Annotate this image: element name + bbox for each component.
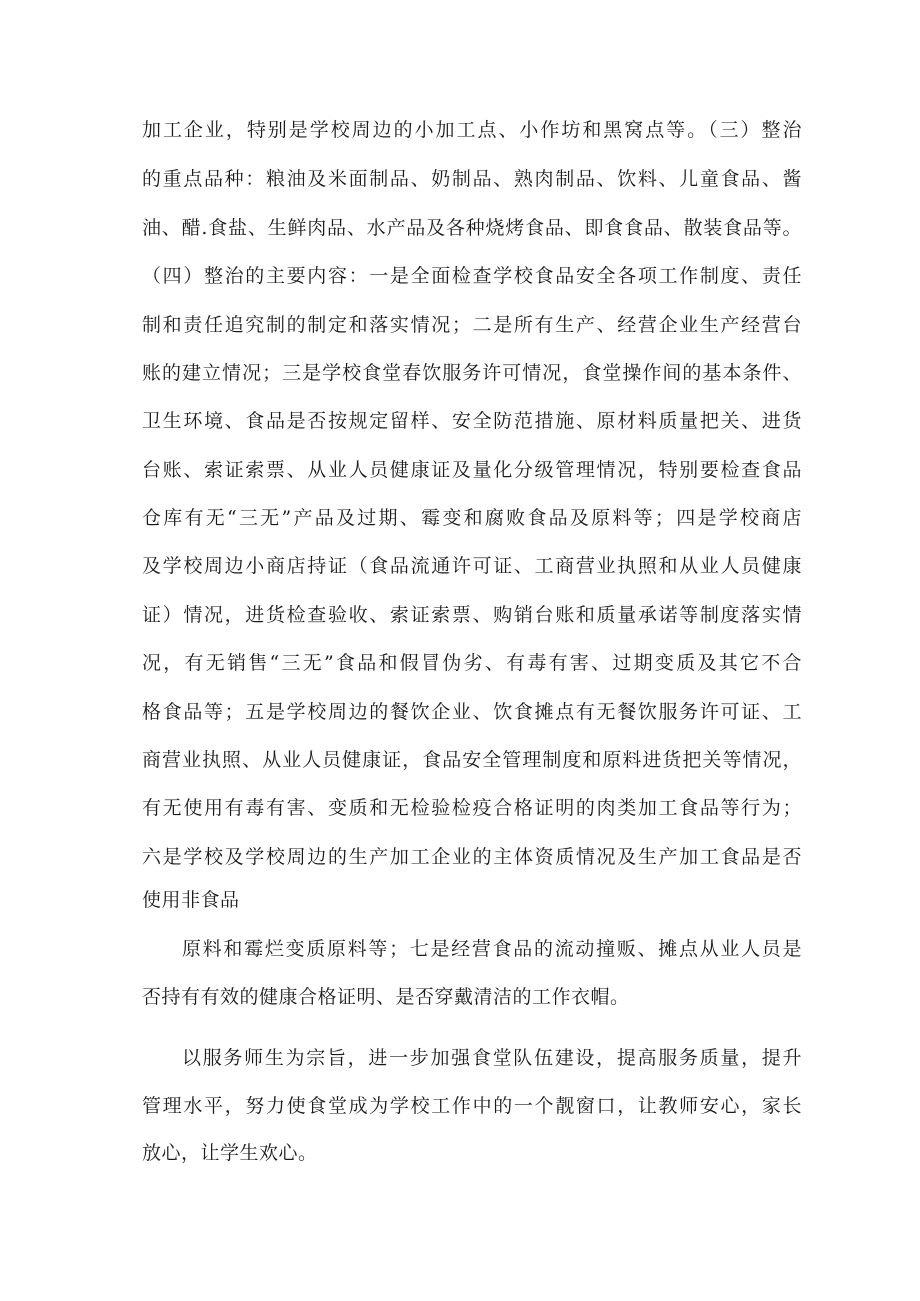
text-line: 以服务师生为宗旨，进一步加强食堂队伍建设，提高服务质量，提升 [182,1047,802,1069]
text-line: （四）整治的主要内容：一是全面检查学校食品安全各项工作制度、责任 [142,265,802,287]
text-line: 加工企业，特别是学校周边的小加工点、小作坊和黑窝点等。（三）整治 [142,119,802,141]
text-line: 及学校周边小商店持证（食品流通许可证、工商营业执照和从业人员健康 [142,555,802,577]
text-line: 使用非食品 [142,889,240,911]
text-line: 制和责任追究制的制定和落实情况；二是所有生产、经营企业生产经营台 [142,314,802,336]
text-line: 况，有无销售“三无”食品和假冒伪劣、有毒有害、过期变质及其它不合 [142,652,802,674]
text-line: 格食品等；五是学校周边的餐饮企业、饮食摊点有无餐饮服务许可证、工 [142,701,802,723]
text-line: 商营业执照、从业人员健康证，食品安全管理制度和原料进货把关等情况， [142,749,802,771]
text-line: 油、醋.食盐、生鲜肉品、水产品及各种烧烤食品、即食食品、散装食品等。 [142,217,802,239]
text-line: 证）情况，进货检查验收、索证索票、购销台账和质量承诺等制度落实情 [142,604,802,626]
text-line: 仓库有无“三无”产品及过期、霉变和腐败食品及原料等；四是学校商店 [142,507,802,529]
text-line: 台账、索证索票、从业人员健康证及量化分级管理情况，特别要检查食品 [142,459,802,481]
text-line: 有无使用有毒有害、变质和无检验检疫合格证明的肉类加工食品等行为； [142,797,802,819]
text-line: 卫生环境、食品是否按规定留样、安全防范措施、原材料质量把关、进货 [142,410,802,432]
text-line: 放心，让学生欢心。 [142,1142,318,1164]
text-line: 六是学校及学校周边的生产加工企业的主体资质情况及生产加工食品是否 [142,846,802,868]
text-line: 否持有有效的健康合格证明、是否穿戴清洁的工作衣帽。 [142,986,630,1008]
text-line: 原料和霉烂变质原料等；七是经营食品的流动撞贩、摊点从业人员是 [182,938,802,960]
text-line: 的重点品种：粮油及米面制品、奶制品、熟肉制品、饮料、儿童食品、酱 [142,168,802,190]
text-line: 管理水平，努力使食堂成为学校工作中的一个靓窗口，让教师安心，家长 [142,1095,802,1117]
text-line: 账的建立情况；三是学校食堂春饮服务许可情况，食堂操作间的基本条件、 [142,362,802,384]
